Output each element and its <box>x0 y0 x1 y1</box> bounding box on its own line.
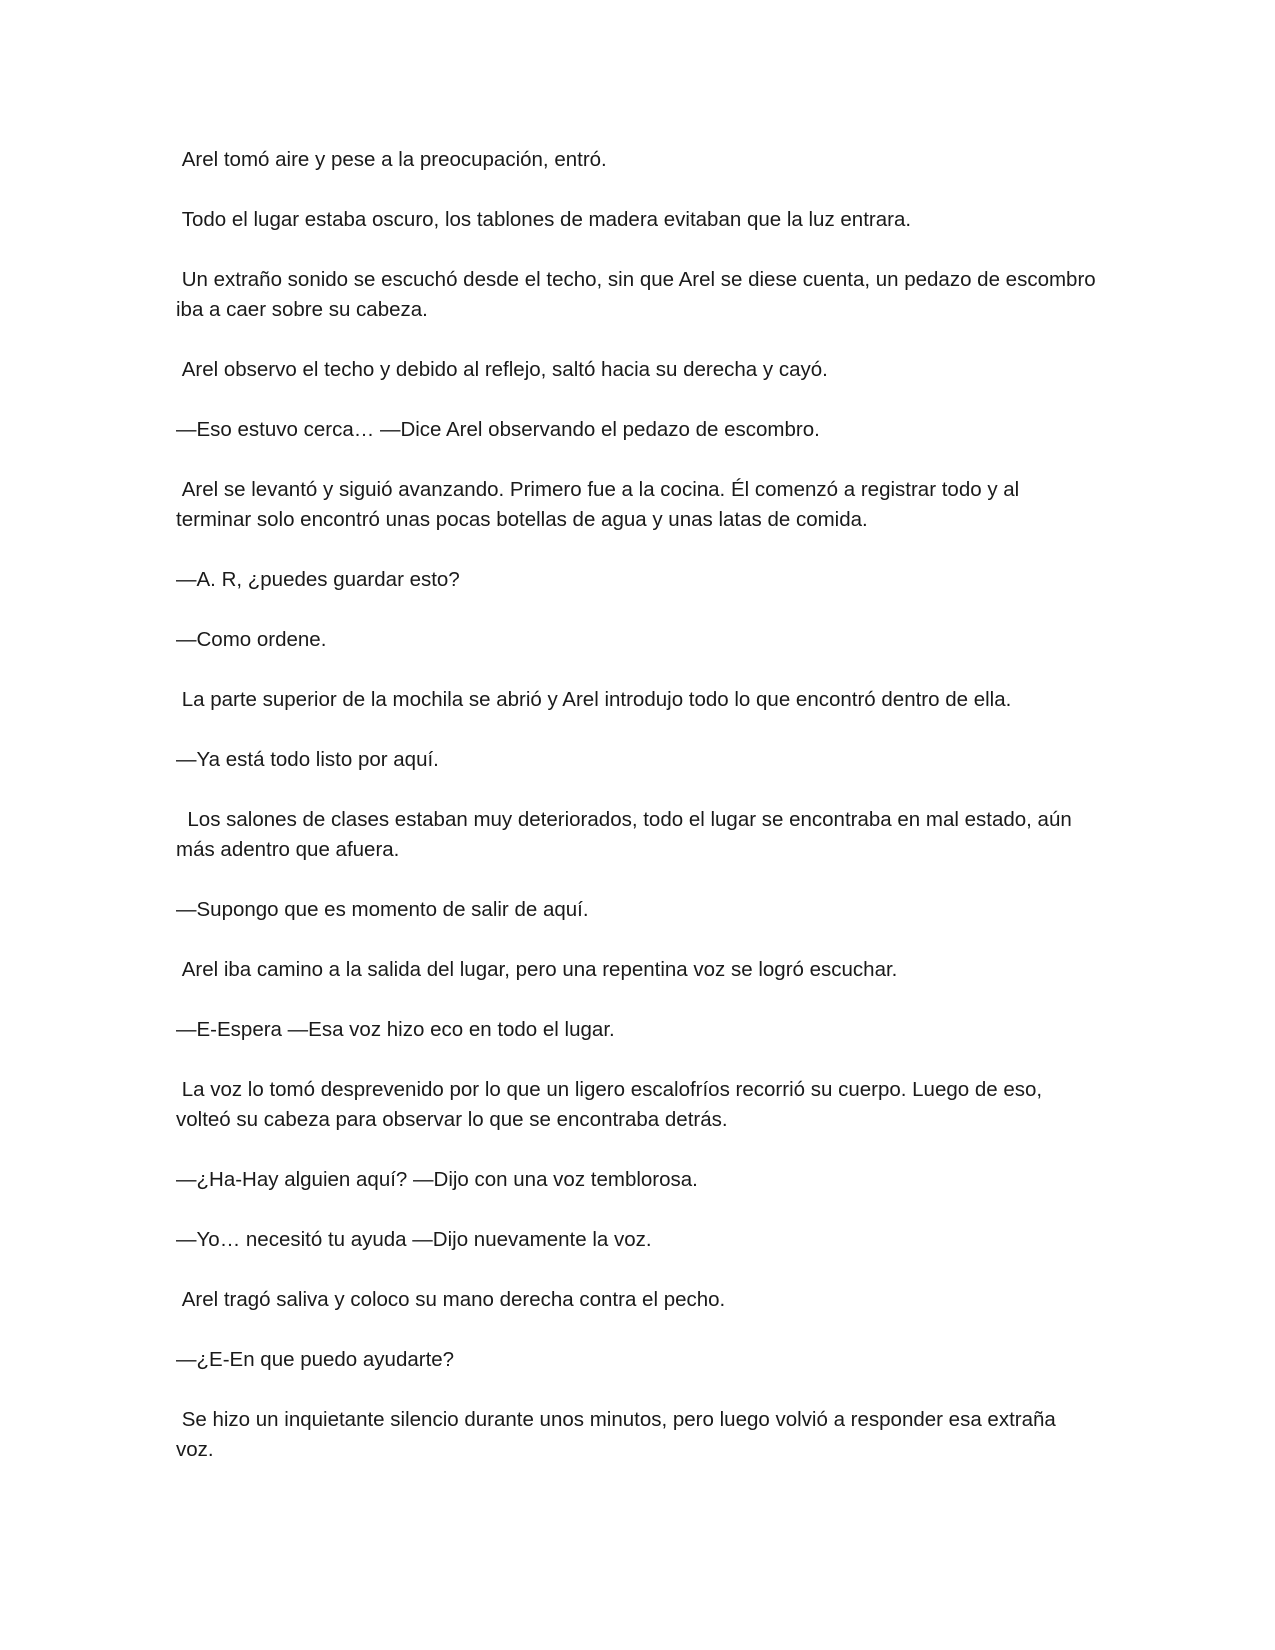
paragraph: Arel tomó aire y pese a la preocupación, entró. <box>176 148 607 171</box>
paragraph: Arel tragó saliva y coloco su mano derecha contra el pecho. <box>176 1288 726 1311</box>
paragraph: —Como ordene. <box>176 628 327 651</box>
paragraph: —Yo… necesitó tu ayuda —Dijo nuevamente la voz. <box>176 1228 652 1251</box>
paragraph: Un extraño sonido se escuchó desde el techo, sin que Arel se diese cuenta, un pedazo de escombro iba a caer sobre su cabeza. <box>176 268 1102 321</box>
paragraph: Arel observo el techo y debido al reflejo, saltó hacia su derecha y cayó. <box>176 358 828 381</box>
paragraph: Arel se levantó y siguió avanzando. Primero fue a la cocina. Él comenzó a registrar todo y al terminar solo encontró unas pocas botellas de agua y unas latas de comida. <box>176 478 1025 531</box>
paragraph: La voz lo tomó desprevenido por lo que un ligero escalofríos recorrió su cuerpo. Luego de eso, volteó su cabeza para observar lo que se encontraba detrás. <box>176 1078 1048 1131</box>
paragraph: Los salones de clases estaban muy deteriorados, todo el lugar se encontraba en mal estado, aún más adentro que afuera. <box>176 808 1078 861</box>
paragraph: —Ya está todo listo por aquí. <box>176 748 439 771</box>
paragraph: —¿Ha-Hay alguien aquí? —Dijo con una voz temblorosa. <box>176 1168 698 1191</box>
document-body <box>176 145 1102 1495</box>
paragraph: —Eso estuvo cerca… —Dice Arel observando el pedazo de escombro. <box>176 418 820 441</box>
paragraph: Se hizo un inquietante silencio durante unos minutos, pero luego volvió a responder esa extraña voz. <box>176 1408 1062 1461</box>
paragraph: —E-Espera —Esa voz hizo eco en todo el lugar. <box>176 1018 615 1041</box>
paragraph: La parte superior de la mochila se abrió y Arel introdujo todo lo que encontró dentro de ella. <box>176 688 1012 711</box>
paragraph: Todo el lugar estaba oscuro, los tablones de madera evitaban que la luz entrara. <box>176 208 912 231</box>
paragraph: —A. R, ¿puedes guardar esto? <box>176 568 460 591</box>
paragraph: Arel iba camino a la salida del lugar, pero una repentina voz se logró escuchar. <box>176 958 898 981</box>
paragraph: —¿E-En que puedo ayudarte? <box>176 1348 455 1371</box>
paragraph: —Supongo que es momento de salir de aquí. <box>176 898 589 921</box>
